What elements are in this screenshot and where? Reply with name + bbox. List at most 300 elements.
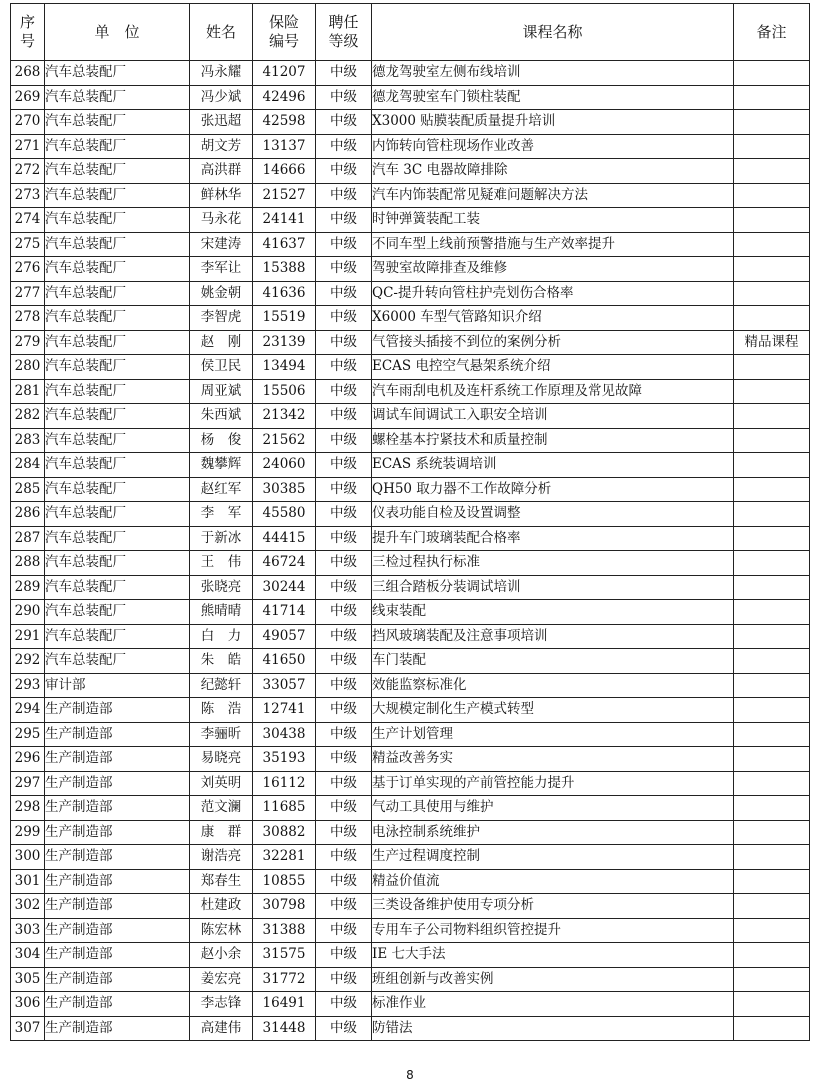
cell-note: [734, 183, 810, 208]
cell-unit: 汽车总装配厂: [45, 404, 190, 429]
cell-course-name: 调试车间调试工入职安全培训: [372, 404, 734, 429]
table-row: [11, 477, 810, 502]
cell-unit: 生产制造部: [45, 722, 190, 747]
cell-note: [734, 355, 810, 380]
header-name: [190, 4, 253, 61]
table-row: [11, 845, 810, 870]
cell-unit: 生产制造部: [45, 1016, 190, 1041]
cell-note: [734, 453, 810, 478]
header-insurance-number: [253, 4, 316, 61]
cell-course-name: 内饰转向管柱现场作业改善: [372, 134, 734, 159]
cell-course-name: 德龙驾驶室左侧布线培训: [372, 61, 734, 86]
cell-note: [734, 575, 810, 600]
cell-serial-number: 293: [11, 673, 45, 698]
cell-serial-number: 282: [11, 404, 45, 429]
table-row: [11, 428, 810, 453]
cell-note: [734, 722, 810, 747]
cell-unit: 汽车总装配厂: [45, 110, 190, 135]
cell-unit: 生产制造部: [45, 943, 190, 968]
cell-note: [734, 208, 810, 233]
table-row: [11, 306, 810, 331]
cell-name: 纪懿轩: [190, 673, 253, 698]
cell-appointment-level: 中级: [316, 428, 372, 453]
cell-course-name: IE 七大手法: [372, 943, 734, 968]
cell-note: [734, 502, 810, 527]
cell-appointment-level: 中级: [316, 159, 372, 184]
table-row: [11, 183, 810, 208]
cell-serial-number: 274: [11, 208, 45, 233]
cell-course-name: 效能监察标准化: [372, 673, 734, 698]
cell-unit: 审计部: [45, 673, 190, 698]
cell-serial-number: 302: [11, 894, 45, 919]
cell-appointment-level: 中级: [316, 722, 372, 747]
cell-course-name: 标准作业: [372, 992, 734, 1017]
cell-insurance-number: 30244: [253, 575, 316, 600]
cell-name: 姚金朝: [190, 281, 253, 306]
cell-name: 陈 浩: [190, 698, 253, 723]
cell-appointment-level: 中级: [316, 600, 372, 625]
cell-course-name: QC-提升转向管柱护壳划伤合格率: [372, 281, 734, 306]
cell-course-name: 汽车内饰装配常见疑难问题解决方法: [372, 183, 734, 208]
cell-name: 陈宏林: [190, 918, 253, 943]
cell-appointment-level: 中级: [316, 208, 372, 233]
cell-serial-number: 280: [11, 355, 45, 380]
header-appointment-level: [316, 4, 372, 61]
cell-unit: 汽车总装配厂: [45, 159, 190, 184]
cell-note: [734, 649, 810, 674]
cell-unit: 生产制造部: [45, 796, 190, 821]
cell-note: [734, 477, 810, 502]
cell-insurance-number: 21527: [253, 183, 316, 208]
table-row: [11, 698, 810, 723]
header-serial-number: [11, 4, 45, 61]
table-row: [11, 61, 810, 86]
cell-appointment-level: 中级: [316, 845, 372, 870]
cell-serial-number: 284: [11, 453, 45, 478]
cell-course-name: 驾驶室故障排查及维修: [372, 257, 734, 282]
cell-insurance-number: 41650: [253, 649, 316, 674]
cell-name: 谢浩亮: [190, 845, 253, 870]
cell-serial-number: 270: [11, 110, 45, 135]
cell-note: [734, 281, 810, 306]
cell-insurance-number: 44415: [253, 526, 316, 551]
cell-name: 魏攀辉: [190, 453, 253, 478]
cell-course-name: 汽车雨刮电机及连杆系统工作原理及常见故障: [372, 379, 734, 404]
cell-name: 宋建涛: [190, 232, 253, 257]
cell-serial-number: 277: [11, 281, 45, 306]
cell-serial-number: 305: [11, 967, 45, 992]
table-row: [11, 281, 810, 306]
cell-name: 李志锋: [190, 992, 253, 1017]
cell-serial-number: 297: [11, 771, 45, 796]
cell-note: [734, 820, 810, 845]
cell-course-name: 气动工具使用与维护: [372, 796, 734, 821]
cell-insurance-number: 14666: [253, 159, 316, 184]
cell-appointment-level: 中级: [316, 355, 372, 380]
cell-unit: 汽车总装配厂: [45, 453, 190, 478]
cell-note: [734, 110, 810, 135]
cell-appointment-level: 中级: [316, 869, 372, 894]
cell-course-name: 不同车型上线前预警措施与生产效率提升: [372, 232, 734, 257]
cell-appointment-level: 中级: [316, 110, 372, 135]
cell-appointment-level: 中级: [316, 281, 372, 306]
table-row: [11, 355, 810, 380]
cell-note: [734, 159, 810, 184]
cell-unit: 汽车总装配厂: [45, 232, 190, 257]
cell-note: [734, 85, 810, 110]
header-insurance-number-text: 保险 编号: [268, 13, 299, 50]
cell-serial-number: 288: [11, 551, 45, 576]
table-row: [11, 257, 810, 282]
cell-unit: 生产制造部: [45, 869, 190, 894]
cell-course-name: 三类设备维护使用专项分析: [372, 894, 734, 919]
cell-insurance-number: 49057: [253, 624, 316, 649]
header-course-name-text: 课程名称: [522, 22, 583, 41]
cell-note: [734, 600, 810, 625]
cell-note: [734, 257, 810, 282]
table-row: [11, 967, 810, 992]
cell-course-name: 仪表功能自检及设置调整: [372, 502, 734, 527]
cell-appointment-level: 中级: [316, 771, 372, 796]
cell-appointment-level: 中级: [316, 943, 372, 968]
cell-course-name: 汽车 3C 电器故障排除: [372, 159, 734, 184]
cell-note: [734, 61, 810, 86]
cell-insurance-number: 30385: [253, 477, 316, 502]
cell-appointment-level: 中级: [316, 551, 372, 576]
cell-appointment-level: 中级: [316, 820, 372, 845]
cell-unit: 汽车总装配厂: [45, 502, 190, 527]
cell-insurance-number: 46724: [253, 551, 316, 576]
cell-name: 侯卫民: [190, 355, 253, 380]
cell-serial-number: 269: [11, 85, 45, 110]
cell-unit: 生产制造部: [45, 992, 190, 1017]
roster-table: [10, 3, 810, 1041]
cell-appointment-level: 中级: [316, 624, 372, 649]
cell-insurance-number: 32281: [253, 845, 316, 870]
cell-serial-number: 279: [11, 330, 45, 355]
cell-course-name: X6000 车型气管路知识介绍: [372, 306, 734, 331]
cell-unit: 汽车总装配厂: [45, 61, 190, 86]
header-note-text: 备注: [756, 22, 787, 41]
cell-insurance-number: 12741: [253, 698, 316, 723]
cell-insurance-number: 41637: [253, 232, 316, 257]
cell-unit: 汽车总装配厂: [45, 379, 190, 404]
cell-serial-number: 273: [11, 183, 45, 208]
cell-name: 姜宏亮: [190, 967, 253, 992]
cell-appointment-level: 中级: [316, 698, 372, 723]
cell-name: 杜建政: [190, 894, 253, 919]
cell-insurance-number: 16112: [253, 771, 316, 796]
cell-appointment-level: 中级: [316, 379, 372, 404]
table-row: [11, 992, 810, 1017]
table-row: [11, 208, 810, 233]
cell-course-name: 专用车子公司物料组织管控提升: [372, 918, 734, 943]
cell-course-name: 螺栓基本拧紧技术和质量控制: [372, 428, 734, 453]
cell-appointment-level: 中级: [316, 918, 372, 943]
cell-name: 康 群: [190, 820, 253, 845]
cell-insurance-number: 41207: [253, 61, 316, 86]
table-row: [11, 943, 810, 968]
cell-name: 冯少斌: [190, 85, 253, 110]
table-row: [11, 330, 810, 355]
cell-appointment-level: 中级: [316, 257, 372, 282]
cell-name: 赵红军: [190, 477, 253, 502]
cell-insurance-number: 41636: [253, 281, 316, 306]
cell-appointment-level: 中级: [316, 992, 372, 1017]
cell-course-name: 精益改善务实: [372, 747, 734, 772]
cell-course-name: 大规模定制化生产模式转型: [372, 698, 734, 723]
cell-name: 李军让: [190, 257, 253, 282]
cell-course-name: 提升车门玻璃装配合格率: [372, 526, 734, 551]
table-row: [11, 159, 810, 184]
header-course-name: [372, 4, 734, 61]
cell-insurance-number: 24141: [253, 208, 316, 233]
cell-serial-number: 306: [11, 992, 45, 1017]
table-row: [11, 232, 810, 257]
table-row: [11, 110, 810, 135]
header-row: [11, 4, 810, 61]
table-row: [11, 869, 810, 894]
cell-name: 王 伟: [190, 551, 253, 576]
cell-appointment-level: 中级: [316, 747, 372, 772]
cell-name: 范文澜: [190, 796, 253, 821]
cell-note: [734, 796, 810, 821]
cell-unit: 汽车总装配厂: [45, 330, 190, 355]
cell-insurance-number: 15519: [253, 306, 316, 331]
cell-course-name: ECAS 系统装调培训: [372, 453, 734, 478]
table-row: [11, 624, 810, 649]
cell-serial-number: 272: [11, 159, 45, 184]
cell-appointment-level: 中级: [316, 134, 372, 159]
cell-name: 李智虎: [190, 306, 253, 331]
cell-appointment-level: 中级: [316, 673, 372, 698]
cell-insurance-number: 35193: [253, 747, 316, 772]
cell-course-name: 时钟弹簧装配工装: [372, 208, 734, 233]
cell-appointment-level: 中级: [316, 967, 372, 992]
cell-appointment-level: 中级: [316, 894, 372, 919]
cell-unit: 汽车总装配厂: [45, 306, 190, 331]
cell-course-name: 生产计划管理: [372, 722, 734, 747]
cell-unit: 汽车总装配厂: [45, 575, 190, 600]
cell-note: [734, 134, 810, 159]
cell-name: 李 军: [190, 502, 253, 527]
table-row: [11, 600, 810, 625]
cell-serial-number: 292: [11, 649, 45, 674]
cell-insurance-number: 10855: [253, 869, 316, 894]
cell-name: 于新冰: [190, 526, 253, 551]
cell-serial-number: 289: [11, 575, 45, 600]
cell-unit: 汽车总装配厂: [45, 624, 190, 649]
table-row: [11, 894, 810, 919]
table-row: [11, 771, 810, 796]
cell-unit: 汽车总装配厂: [45, 281, 190, 306]
table-row: [11, 747, 810, 772]
header-name-text: 姓名: [205, 22, 236, 41]
cell-serial-number: 286: [11, 502, 45, 527]
cell-note: [734, 526, 810, 551]
cell-name: 朱 皓: [190, 649, 253, 674]
cell-serial-number: 276: [11, 257, 45, 282]
cell-serial-number: 295: [11, 722, 45, 747]
cell-name: 张迅超: [190, 110, 253, 135]
cell-course-name: 生产过程调度控制: [372, 845, 734, 870]
cell-unit: 汽车总装配厂: [45, 85, 190, 110]
cell-appointment-level: 中级: [316, 453, 372, 478]
cell-name: 赵小余: [190, 943, 253, 968]
header-unit-text: 单 位: [94, 22, 140, 41]
table-row: [11, 502, 810, 527]
cell-appointment-level: 中级: [316, 1016, 372, 1041]
cell-course-name: 三组合踏板分装调试培训: [372, 575, 734, 600]
cell-insurance-number: 24060: [253, 453, 316, 478]
table-row: [11, 673, 810, 698]
cell-appointment-level: 中级: [316, 649, 372, 674]
cell-unit: 汽车总装配厂: [45, 183, 190, 208]
cell-unit: 汽车总装配厂: [45, 551, 190, 576]
table-row: [11, 722, 810, 747]
cell-unit: 生产制造部: [45, 845, 190, 870]
cell-note: [734, 624, 810, 649]
cell-serial-number: 291: [11, 624, 45, 649]
table-row: [11, 526, 810, 551]
table-row: [11, 1016, 810, 1041]
cell-insurance-number: 31388: [253, 918, 316, 943]
cell-unit: 生产制造部: [45, 747, 190, 772]
cell-insurance-number: 31575: [253, 943, 316, 968]
cell-course-name: 精益价值流: [372, 869, 734, 894]
cell-course-name: 班组创新与改善实例: [372, 967, 734, 992]
cell-appointment-level: 中级: [316, 232, 372, 257]
cell-serial-number: 278: [11, 306, 45, 331]
cell-appointment-level: 中级: [316, 575, 372, 600]
cell-unit: 生产制造部: [45, 820, 190, 845]
table-row: [11, 575, 810, 600]
table-row: [11, 453, 810, 478]
cell-name: 鲜林华: [190, 183, 253, 208]
table-row: [11, 404, 810, 429]
cell-unit: 汽车总装配厂: [45, 477, 190, 502]
cell-unit: 汽车总装配厂: [45, 600, 190, 625]
cell-insurance-number: 31772: [253, 967, 316, 992]
cell-note: [734, 894, 810, 919]
table-body: [11, 61, 810, 1041]
cell-note: [734, 845, 810, 870]
cell-course-name: ECAS 电控空气悬架系统介绍: [372, 355, 734, 380]
cell-name: 刘英明: [190, 771, 253, 796]
cell-insurance-number: 41714: [253, 600, 316, 625]
table-row: [11, 649, 810, 674]
cell-insurance-number: 11685: [253, 796, 316, 821]
cell-note: [734, 967, 810, 992]
cell-appointment-level: 中级: [316, 330, 372, 355]
cell-unit: 生产制造部: [45, 771, 190, 796]
cell-insurance-number: 23139: [253, 330, 316, 355]
cell-note: [734, 379, 810, 404]
header-unit: [45, 4, 190, 61]
cell-appointment-level: 中级: [316, 85, 372, 110]
cell-note: [734, 673, 810, 698]
cell-serial-number: 298: [11, 796, 45, 821]
cell-serial-number: 307: [11, 1016, 45, 1041]
cell-insurance-number: 13137: [253, 134, 316, 159]
cell-serial-number: 304: [11, 943, 45, 968]
cell-unit: 生产制造部: [45, 967, 190, 992]
cell-insurance-number: 30438: [253, 722, 316, 747]
cell-serial-number: 290: [11, 600, 45, 625]
cell-appointment-level: 中级: [316, 796, 372, 821]
cell-note: [734, 404, 810, 429]
cell-course-name: 电泳控制系统维护: [372, 820, 734, 845]
cell-course-name: 挡风玻璃装配及注意事项培训: [372, 624, 734, 649]
cell-unit: 汽车总装配厂: [45, 134, 190, 159]
cell-appointment-level: 中级: [316, 526, 372, 551]
cell-unit: 生产制造部: [45, 894, 190, 919]
cell-note: 精品课程: [734, 330, 810, 355]
cell-note: [734, 306, 810, 331]
cell-note: [734, 428, 810, 453]
cell-serial-number: 285: [11, 477, 45, 502]
cell-note: [734, 869, 810, 894]
cell-unit: 汽车总装配厂: [45, 355, 190, 380]
cell-insurance-number: 30798: [253, 894, 316, 919]
cell-appointment-level: 中级: [316, 502, 372, 527]
header-appointment-level-text: 聘任 等级: [328, 13, 359, 50]
cell-serial-number: 299: [11, 820, 45, 845]
cell-unit: 汽车总装配厂: [45, 428, 190, 453]
cell-note: [734, 918, 810, 943]
cell-insurance-number: 21562: [253, 428, 316, 453]
cell-insurance-number: 16491: [253, 992, 316, 1017]
cell-note: [734, 747, 810, 772]
cell-note: [734, 1016, 810, 1041]
cell-insurance-number: 42598: [253, 110, 316, 135]
cell-unit: 生产制造部: [45, 698, 190, 723]
cell-insurance-number: 45580: [253, 502, 316, 527]
cell-course-name: 气管接头插接不到位的案例分析: [372, 330, 734, 355]
cell-insurance-number: 15506: [253, 379, 316, 404]
cell-serial-number: 303: [11, 918, 45, 943]
table-row: [11, 796, 810, 821]
cell-name: 易晓亮: [190, 747, 253, 772]
cell-serial-number: 281: [11, 379, 45, 404]
cell-note: [734, 232, 810, 257]
cell-course-name: QH50 取力器不工作故障分析: [372, 477, 734, 502]
cell-serial-number: 287: [11, 526, 45, 551]
table-row: [11, 85, 810, 110]
cell-name: 朱西斌: [190, 404, 253, 429]
cell-name: 熊晴晴: [190, 600, 253, 625]
cell-insurance-number: 30882: [253, 820, 316, 845]
cell-appointment-level: 中级: [316, 306, 372, 331]
cell-insurance-number: 31448: [253, 1016, 316, 1041]
cell-course-name: X3000 贴膜装配质量提升培训: [372, 110, 734, 135]
cell-course-name: 德龙驾驶室车门锁柱装配: [372, 85, 734, 110]
cell-name: 高建伟: [190, 1016, 253, 1041]
header-serial-number-text: 序 号: [19, 13, 35, 50]
cell-serial-number: 296: [11, 747, 45, 772]
cell-unit: 汽车总装配厂: [45, 257, 190, 282]
cell-name: 张晓亮: [190, 575, 253, 600]
cell-note: [734, 992, 810, 1017]
cell-serial-number: 300: [11, 845, 45, 870]
cell-course-name: 线束装配: [372, 600, 734, 625]
cell-appointment-level: 中级: [316, 183, 372, 208]
cell-appointment-level: 中级: [316, 404, 372, 429]
cell-name: 郑春生: [190, 869, 253, 894]
cell-course-name: 防错法: [372, 1016, 734, 1041]
cell-appointment-level: 中级: [316, 61, 372, 86]
table-row: [11, 551, 810, 576]
